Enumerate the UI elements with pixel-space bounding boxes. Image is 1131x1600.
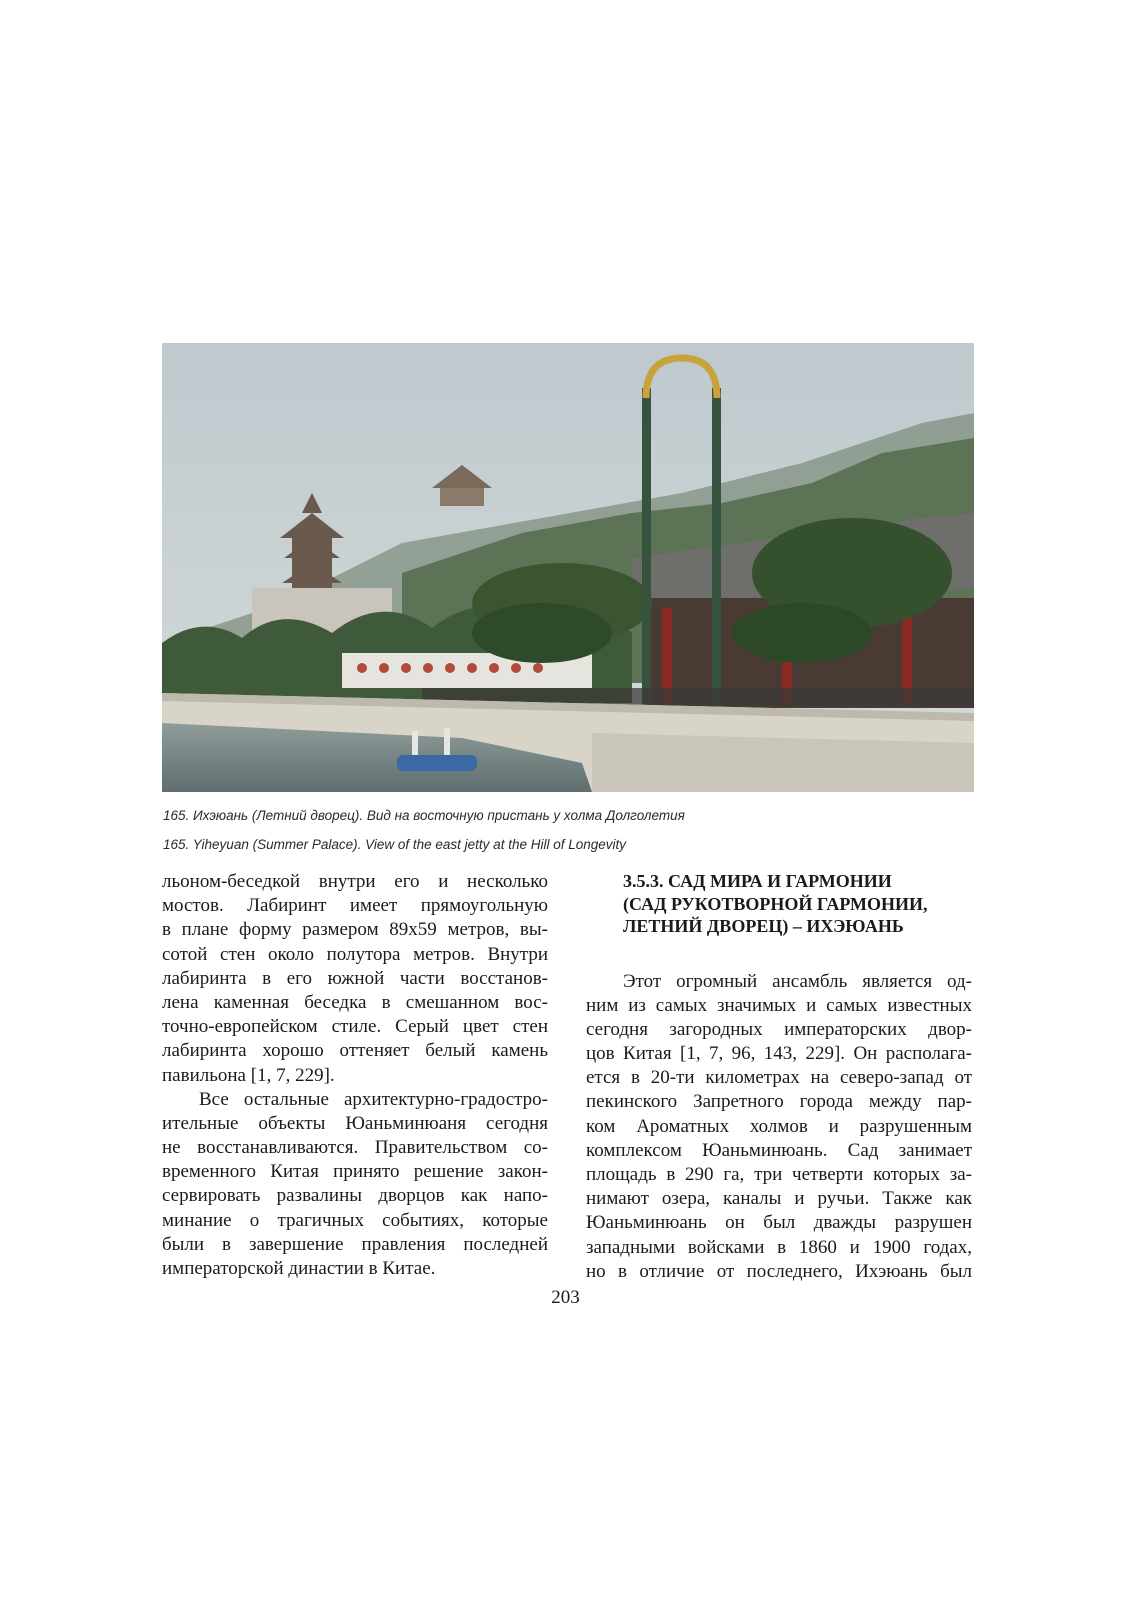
section-heading	[623, 870, 972, 938]
right-column	[586, 870, 972, 1284]
text-line: льоном-беседкой внутри его и несколько	[162, 871, 548, 892]
text-line: мостов. Лабиринт имеет прямоугольную	[162, 895, 548, 917]
text-line: временного Китая принято решение закон-	[162, 1161, 548, 1183]
summer-palace-photo	[162, 343, 974, 792]
text-line: ним из самых значимых и самых известных	[586, 994, 972, 1016]
text-line: Этот огромный ансамбль является од-	[623, 970, 972, 992]
text-line: точно-европейском стиле. Серый цвет стен	[162, 1016, 548, 1038]
text-line: в плане форму размером 89х59 метров, вы-	[162, 919, 548, 941]
text-line: минание о трагичных событиях, которые	[162, 1209, 548, 1231]
text-line: павильона [1, 7, 229].	[162, 1064, 335, 1086]
text-line: ется в 20-ти километрах на северо-запад от	[586, 1067, 972, 1089]
text-line: сегодня загородных императорских двор-	[586, 1018, 972, 1040]
text-line: лабиринта хорошо оттеняет белый камень	[162, 1040, 548, 1062]
figure-photo	[162, 343, 974, 792]
text-line: сервировать развалины дворцов как напо-	[162, 1185, 548, 1207]
section-heading-line: ЛЕТНИЙ ДВОРЕЦ) – ИХЭЮАНЬ	[623, 916, 904, 936]
text-line: были в завершение правления последней	[162, 1233, 548, 1255]
text-line: пекинского Запретного города между пар-	[586, 1091, 972, 1113]
text-line: императорской династии в Китае.	[162, 1258, 436, 1279]
section-heading-line: (САД РУКОТВОРНОЙ ГАРМОНИИ,	[623, 893, 928, 914]
text-line: ком Ароматных холмов и разрушенным	[586, 1115, 972, 1137]
text-line: западными войсками в 1860 и 1900 годах,	[586, 1236, 972, 1258]
text-line: лабиринта в его южной части восстанов-	[162, 967, 548, 989]
text-line: Юаньминюань он был дважды разрушен	[586, 1212, 972, 1234]
text-line: нимают озера, каналы и ручьи. Также как	[586, 1188, 972, 1210]
text-line: сотой стен около полутора метров. Внутри	[162, 943, 548, 965]
text-line: площадь в 290 га, три четверти которых за-	[586, 1164, 972, 1185]
text-line: не восстанавливаются. Правительством со-	[162, 1137, 548, 1159]
figure-caption-en: 165. Yiheyuan (Summer Palace). View of the east jetty at the Hill of Longevity	[163, 837, 627, 852]
text-line: цов Китая [1, 7, 96, 143, 229]. Он располага-	[586, 1043, 972, 1065]
text-line: лена каменная беседка в смешанном вос-	[162, 991, 548, 1013]
text-line: Все остальные архитектурно-градостро-	[199, 1088, 548, 1110]
left-column	[162, 870, 548, 1281]
text-line: ительные объекты Юаньминюаня сегодня	[162, 1112, 548, 1134]
text-line: комплексом Юаньминюань. Сад занимает	[586, 1139, 972, 1161]
text-line: но в отличие от последнего, Ихэюань был	[586, 1260, 972, 1282]
page-number: 203	[551, 1287, 580, 1308]
section-heading-line: 3.5.3. САД МИРА И ГАРМОНИИ	[623, 871, 892, 891]
figure-caption-ru: 165. Ихэюань (Летний дворец). Вид на восточную пристань у холма Долголетия	[163, 808, 685, 823]
